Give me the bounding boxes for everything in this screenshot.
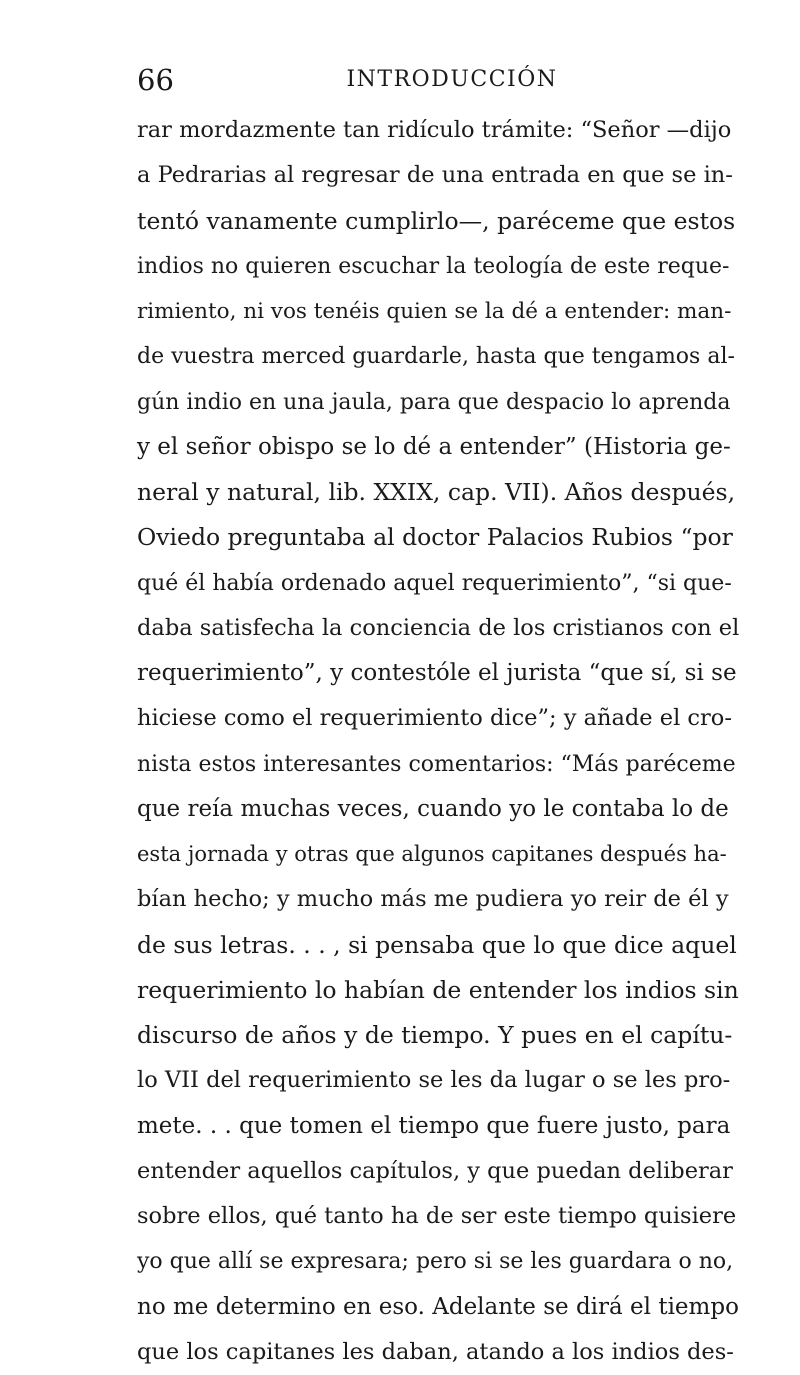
- text-line: gún indio en una jaula, para que despacio lo aprenda: [137, 389, 731, 415]
- running-head: [137, 60, 737, 100]
- text-line: nista estos interesantes comentarios: “Más paréceme: [137, 751, 736, 777]
- text-line: indios no quieren escuchar la teología de este reque-: [137, 253, 730, 279]
- text-line: daba satisfecha la conciencia de los cristianos con el: [137, 614, 740, 641]
- text-line: qué él había ordenado aquel requerimiento”, “si que-: [137, 570, 732, 596]
- text-line: que los capitanes les daban, atando a los indios des-: [137, 1338, 734, 1365]
- text-line: discurso de años y de tiempo. Y pues en el capítu-: [137, 1021, 733, 1049]
- text-line: Oviedo preguntaba al doctor Palacios Rubios “por: [137, 523, 733, 552]
- text-line: de sus letras. . . , si pensaba que lo que dice aquel: [137, 930, 737, 959]
- text-line: neral y natural, lib. XXIX, cap. VII). Años después,: [137, 478, 736, 506]
- text-line: bían hecho; y mucho más me pudiera yo reir de él y: [137, 886, 729, 913]
- text-line: rar mordazmente tan ridículo trámite: “Señor —dijo: [137, 117, 732, 143]
- text-line: no me determino en eso. Adelante se dirá el tiempo: [137, 1293, 739, 1320]
- text-line: tentó vanamente cumplirlo—, paréceme que estos: [137, 206, 736, 235]
- body-text: [137, 108, 740, 1375]
- text-line: rimiento, ni vos tenéis quien se la dé a entender: man-: [137, 299, 732, 324]
- text-line: mete. . . que tomen el tiempo que fuere justo, para: [137, 1112, 731, 1139]
- text-line: a Pedrarias al regresar de una entrada en que se in-: [137, 162, 733, 189]
- page-number: 66: [137, 63, 174, 97]
- text-line: requerimiento lo habían de entender los indios sin: [137, 975, 739, 1004]
- text-line: y el señor obispo se lo dé a entender” (Historia ge-: [137, 433, 731, 460]
- text-line: yo que allí se expresara; pero si se les guardara o no,: [137, 1249, 734, 1275]
- text-line: requerimiento”, y contestóle el jurista “que sí, si se: [137, 660, 737, 686]
- text-line: entender aquellos capítulos, y que puedan deliberar: [137, 1157, 733, 1184]
- text-line: de vuestra merced guardarle, hasta que tengamos al-: [137, 344, 735, 370]
- text-line: sobre ellos, qué tanto ha de ser este tiempo quisiere: [137, 1203, 737, 1229]
- text-line: hiciese como el requerimiento dice”; y añade el cro-: [137, 705, 732, 732]
- text-line: esta jornada y otras que algunos capitanes después ha-: [137, 842, 727, 866]
- text-line: lo VII del requerimiento se les da lugar o se les pro-: [137, 1067, 731, 1094]
- chapter-title: INTRODUCCIÓN: [346, 67, 558, 92]
- text-line: que reía muchas veces, cuando yo le contaba lo de: [137, 795, 729, 822]
